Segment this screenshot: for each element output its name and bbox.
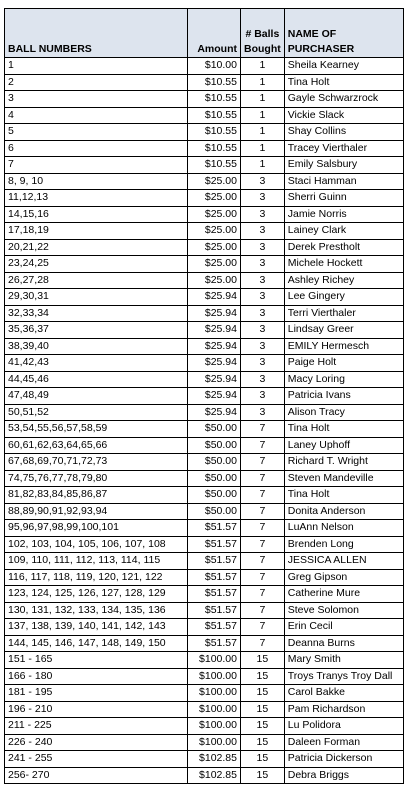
cell-amount: $10.55 xyxy=(188,91,241,108)
table-row xyxy=(5,157,404,174)
cell-amount: $10.55 xyxy=(188,124,241,141)
cell-ball-numbers: 123, 124, 125, 126, 127, 128, 129 xyxy=(5,586,188,603)
cell-ball-numbers: 151 - 165 xyxy=(5,652,188,669)
cell-amount: $25.00 xyxy=(188,256,241,273)
cell-purchaser: JESSICA ALLEN xyxy=(284,553,403,570)
cell-purchaser: Jamie Norris xyxy=(284,206,403,223)
cell-purchaser: Steven Mandeville xyxy=(284,470,403,487)
cell-balls-bought: 3 xyxy=(241,338,285,355)
cell-amount: $25.00 xyxy=(188,272,241,289)
cell-balls-bought: 1 xyxy=(241,157,285,174)
table-row xyxy=(5,371,404,388)
cell-amount: $25.94 xyxy=(188,338,241,355)
cell-balls-bought: 15 xyxy=(241,668,285,685)
cell-ball-numbers: 50,51,52 xyxy=(5,404,188,421)
cell-ball-numbers: 8, 9, 10 xyxy=(5,173,188,190)
cell-amount: $25.94 xyxy=(188,371,241,388)
cell-ball-numbers: 211 - 225 xyxy=(5,718,188,735)
cell-ball-numbers: 53,54,55,56,57,58,59 xyxy=(5,421,188,438)
cell-ball-numbers: 6 xyxy=(5,140,188,157)
cell-amount: $51.57 xyxy=(188,602,241,619)
cell-purchaser: Ashley Richey xyxy=(284,272,403,289)
cell-ball-numbers: 130, 131, 132, 133, 134, 135, 136 xyxy=(5,602,188,619)
cell-amount: $10.55 xyxy=(188,140,241,157)
table-row xyxy=(5,223,404,240)
table-row xyxy=(5,734,404,751)
cell-ball-numbers: 166 - 180 xyxy=(5,668,188,685)
cell-amount: $50.00 xyxy=(188,503,241,520)
cell-purchaser: Catherine Mure xyxy=(284,586,403,603)
cell-ball-numbers: 23,24,25 xyxy=(5,256,188,273)
cell-amount: $51.57 xyxy=(188,619,241,636)
cell-balls-bought: 3 xyxy=(241,239,285,256)
table-row xyxy=(5,404,404,421)
cell-purchaser: Gayle Schwarzrock xyxy=(284,91,403,108)
cell-balls-bought: 7 xyxy=(241,520,285,537)
cell-purchaser: EMILY Hermesch xyxy=(284,338,403,355)
cell-balls-bought: 3 xyxy=(241,206,285,223)
cell-ball-numbers: 81,82,83,84,85,86,87 xyxy=(5,487,188,504)
cell-purchaser: Richard T. Wright xyxy=(284,454,403,471)
table-row xyxy=(5,685,404,702)
cell-balls-bought: 3 xyxy=(241,272,285,289)
cell-balls-bought: 15 xyxy=(241,751,285,768)
cell-ball-numbers: 41,42,43 xyxy=(5,355,188,372)
table-row xyxy=(5,206,404,223)
cell-balls-bought: 7 xyxy=(241,635,285,652)
cell-purchaser: Patricia Dickerson xyxy=(284,751,403,768)
ball-purchase-table xyxy=(4,8,404,784)
cell-purchaser: Derek Prestholt xyxy=(284,239,403,256)
table-row xyxy=(5,668,404,685)
table-body xyxy=(5,58,404,784)
cell-balls-bought: 7 xyxy=(241,619,285,636)
cell-balls-bought: 15 xyxy=(241,652,285,669)
cell-amount: $100.00 xyxy=(188,668,241,685)
cell-purchaser: Patricia Ivans xyxy=(284,388,403,405)
table-row xyxy=(5,256,404,273)
cell-amount: $51.57 xyxy=(188,586,241,603)
cell-balls-bought: 15 xyxy=(241,718,285,735)
cell-purchaser: Lu Polidora xyxy=(284,718,403,735)
cell-purchaser: Lainey Clark xyxy=(284,223,403,240)
cell-amount: $25.00 xyxy=(188,239,241,256)
cell-ball-numbers: 4 xyxy=(5,107,188,124)
cell-purchaser: Tina Holt xyxy=(284,487,403,504)
cell-ball-numbers: 60,61,62,63,64,65,66 xyxy=(5,437,188,454)
cell-balls-bought: 7 xyxy=(241,437,285,454)
table-row xyxy=(5,421,404,438)
cell-amount: $100.00 xyxy=(188,652,241,669)
cell-purchaser: Debra Briggs xyxy=(284,767,403,784)
cell-balls-bought: 1 xyxy=(241,124,285,141)
table-row xyxy=(5,454,404,471)
table-row xyxy=(5,718,404,735)
cell-amount: $10.55 xyxy=(188,157,241,174)
cell-purchaser: Staci Hamman xyxy=(284,173,403,190)
table-row xyxy=(5,586,404,603)
table-row xyxy=(5,751,404,768)
cell-amount: $10.55 xyxy=(188,74,241,91)
cell-ball-numbers: 11,12,13 xyxy=(5,190,188,207)
table-row xyxy=(5,272,404,289)
cell-amount: $100.00 xyxy=(188,734,241,751)
cell-purchaser: Erin Cecil xyxy=(284,619,403,636)
cell-amount: $25.94 xyxy=(188,322,241,339)
cell-ball-numbers: 38,39,40 xyxy=(5,338,188,355)
cell-amount: $51.57 xyxy=(188,635,241,652)
header-balls-bought: # Balls Bought xyxy=(241,9,285,58)
table-row xyxy=(5,553,404,570)
cell-ball-numbers: 47,48,49 xyxy=(5,388,188,405)
cell-purchaser: Pam Richardson xyxy=(284,701,403,718)
table-row xyxy=(5,437,404,454)
cell-purchaser: Laney Uphoff xyxy=(284,437,403,454)
cell-purchaser: Tina Holt xyxy=(284,421,403,438)
cell-ball-numbers: 116, 117, 118, 119, 120, 121, 122 xyxy=(5,569,188,586)
cell-amount: $50.00 xyxy=(188,421,241,438)
cell-balls-bought: 3 xyxy=(241,305,285,322)
cell-purchaser: Greg Gipson xyxy=(284,569,403,586)
cell-amount: $102.85 xyxy=(188,767,241,784)
cell-purchaser: Tina Holt xyxy=(284,74,403,91)
cell-ball-numbers: 26,27,28 xyxy=(5,272,188,289)
cell-purchaser: Macy Loring xyxy=(284,371,403,388)
cell-purchaser: Carol Bakke xyxy=(284,685,403,702)
cell-balls-bought: 7 xyxy=(241,487,285,504)
cell-ball-numbers: 181 - 195 xyxy=(5,685,188,702)
cell-balls-bought: 1 xyxy=(241,140,285,157)
table-row xyxy=(5,520,404,537)
table-row xyxy=(5,107,404,124)
cell-amount: $100.00 xyxy=(188,701,241,718)
cell-amount: $50.00 xyxy=(188,454,241,471)
cell-amount: $51.57 xyxy=(188,520,241,537)
cell-ball-numbers: 196 - 210 xyxy=(5,701,188,718)
cell-purchaser: Tracey Vierthaler xyxy=(284,140,403,157)
table-row xyxy=(5,355,404,372)
cell-balls-bought: 15 xyxy=(241,734,285,751)
table-row xyxy=(5,701,404,718)
cell-ball-numbers: 226 - 240 xyxy=(5,734,188,751)
header-ball-numbers: BALL NUMBERS xyxy=(5,9,188,58)
cell-amount: $25.94 xyxy=(188,355,241,372)
cell-purchaser: Mary Smith xyxy=(284,652,403,669)
cell-balls-bought: 7 xyxy=(241,454,285,471)
cell-purchaser: Brenden Long xyxy=(284,536,403,553)
table-row xyxy=(5,536,404,553)
cell-balls-bought: 7 xyxy=(241,586,285,603)
cell-ball-numbers: 144, 145, 146, 147, 148, 149, 150 xyxy=(5,635,188,652)
cell-purchaser: Shay Collins xyxy=(284,124,403,141)
cell-ball-numbers: 5 xyxy=(5,124,188,141)
cell-purchaser: Emily Salsbury xyxy=(284,157,403,174)
table-row xyxy=(5,190,404,207)
cell-purchaser: Sherri Guinn xyxy=(284,190,403,207)
cell-balls-bought: 15 xyxy=(241,767,285,784)
cell-balls-bought: 3 xyxy=(241,173,285,190)
table-row xyxy=(5,487,404,504)
cell-balls-bought: 3 xyxy=(241,223,285,240)
cell-amount: $25.00 xyxy=(188,206,241,223)
cell-amount: $51.57 xyxy=(188,569,241,586)
table-row xyxy=(5,239,404,256)
cell-balls-bought: 7 xyxy=(241,470,285,487)
table-row xyxy=(5,470,404,487)
cell-balls-bought: 3 xyxy=(241,404,285,421)
cell-amount: $25.94 xyxy=(188,388,241,405)
cell-purchaser: Steve Solomon xyxy=(284,602,403,619)
table-row xyxy=(5,652,404,669)
cell-ball-numbers: 74,75,76,77,78,79,80 xyxy=(5,470,188,487)
cell-ball-numbers: 29,30,31 xyxy=(5,289,188,306)
cell-ball-numbers: 67,68,69,70,71,72,73 xyxy=(5,454,188,471)
cell-balls-bought: 7 xyxy=(241,553,285,570)
cell-ball-numbers: 1 xyxy=(5,58,188,75)
table-row xyxy=(5,569,404,586)
cell-ball-numbers: 2 xyxy=(5,74,188,91)
cell-ball-numbers: 20,21,22 xyxy=(5,239,188,256)
cell-balls-bought: 3 xyxy=(241,371,285,388)
cell-ball-numbers: 7 xyxy=(5,157,188,174)
table-row xyxy=(5,140,404,157)
cell-amount: $102.85 xyxy=(188,751,241,768)
table-row xyxy=(5,602,404,619)
table-row xyxy=(5,173,404,190)
cell-balls-bought: 3 xyxy=(241,388,285,405)
cell-balls-bought: 3 xyxy=(241,190,285,207)
cell-purchaser: Lindsay Greer xyxy=(284,322,403,339)
cell-purchaser: Terri Vierthaler xyxy=(284,305,403,322)
cell-ball-numbers: 14,15,16 xyxy=(5,206,188,223)
cell-balls-bought: 3 xyxy=(241,289,285,306)
table-row xyxy=(5,635,404,652)
cell-purchaser: Alison Tracy xyxy=(284,404,403,421)
cell-ball-numbers: 109, 110, 111, 112, 113, 114, 115 xyxy=(5,553,188,570)
cell-amount: $50.00 xyxy=(188,470,241,487)
cell-balls-bought: 3 xyxy=(241,355,285,372)
cell-amount: $50.00 xyxy=(188,437,241,454)
cell-balls-bought: 15 xyxy=(241,685,285,702)
cell-amount: $25.00 xyxy=(188,223,241,240)
cell-purchaser: Lee Gingery xyxy=(284,289,403,306)
cell-purchaser: Michele Hockett xyxy=(284,256,403,273)
cell-balls-bought: 3 xyxy=(241,322,285,339)
cell-balls-bought: 7 xyxy=(241,569,285,586)
table-row xyxy=(5,322,404,339)
spreadsheet xyxy=(4,8,404,784)
cell-amount: $10.00 xyxy=(188,58,241,75)
table-row xyxy=(5,338,404,355)
cell-purchaser: Sheila Kearney xyxy=(284,58,403,75)
cell-ball-numbers: 44,45,46 xyxy=(5,371,188,388)
cell-ball-numbers: 88,89,90,91,92,93,94 xyxy=(5,503,188,520)
cell-purchaser: Deanna Burns xyxy=(284,635,403,652)
cell-balls-bought: 1 xyxy=(241,58,285,75)
cell-amount: $100.00 xyxy=(188,718,241,735)
table-row xyxy=(5,74,404,91)
cell-purchaser: Daleen Forman xyxy=(284,734,403,751)
cell-balls-bought: 7 xyxy=(241,503,285,520)
header-purchaser: NAME OF PURCHASER xyxy=(284,9,403,58)
table-row xyxy=(5,305,404,322)
cell-amount: $25.94 xyxy=(188,404,241,421)
cell-amount: $25.00 xyxy=(188,190,241,207)
cell-amount: $51.57 xyxy=(188,536,241,553)
cell-amount: $51.57 xyxy=(188,553,241,570)
cell-purchaser: Donita Anderson xyxy=(284,503,403,520)
table-row xyxy=(5,767,404,784)
cell-amount: $100.00 xyxy=(188,685,241,702)
cell-balls-bought: 1 xyxy=(241,91,285,108)
table-row xyxy=(5,289,404,306)
table-row xyxy=(5,91,404,108)
cell-ball-numbers: 137, 138, 139, 140, 141, 142, 143 xyxy=(5,619,188,636)
cell-balls-bought: 7 xyxy=(241,536,285,553)
cell-purchaser: Troys Tranys Troy Dall xyxy=(284,668,403,685)
cell-purchaser: LuAnn Nelson xyxy=(284,520,403,537)
cell-amount: $25.94 xyxy=(188,289,241,306)
cell-balls-bought: 15 xyxy=(241,701,285,718)
table-row xyxy=(5,58,404,75)
cell-ball-numbers: 102, 103, 104, 105, 106, 107, 108 xyxy=(5,536,188,553)
cell-balls-bought: 1 xyxy=(241,74,285,91)
cell-balls-bought: 7 xyxy=(241,421,285,438)
cell-ball-numbers: 3 xyxy=(5,91,188,108)
cell-ball-numbers: 32,33,34 xyxy=(5,305,188,322)
cell-amount: $25.94 xyxy=(188,305,241,322)
cell-balls-bought: 7 xyxy=(241,602,285,619)
table-row xyxy=(5,388,404,405)
header-amount: Amount xyxy=(188,9,241,58)
cell-ball-numbers: 256- 270 xyxy=(5,767,188,784)
cell-ball-numbers: 241 - 255 xyxy=(5,751,188,768)
table-row xyxy=(5,503,404,520)
cell-amount: $25.00 xyxy=(188,173,241,190)
cell-ball-numbers: 17,18,19 xyxy=(5,223,188,240)
table-row xyxy=(5,619,404,636)
table-row xyxy=(5,124,404,141)
cell-balls-bought: 3 xyxy=(241,256,285,273)
cell-purchaser: Vickie Slack xyxy=(284,107,403,124)
cell-ball-numbers: 35,36,37 xyxy=(5,322,188,339)
cell-balls-bought: 1 xyxy=(241,107,285,124)
cell-amount: $50.00 xyxy=(188,487,241,504)
header-row xyxy=(5,9,404,58)
cell-purchaser: Paige Holt xyxy=(284,355,403,372)
cell-amount: $10.55 xyxy=(188,107,241,124)
cell-ball-numbers: 95,96,97,98,99,100,101 xyxy=(5,520,188,537)
